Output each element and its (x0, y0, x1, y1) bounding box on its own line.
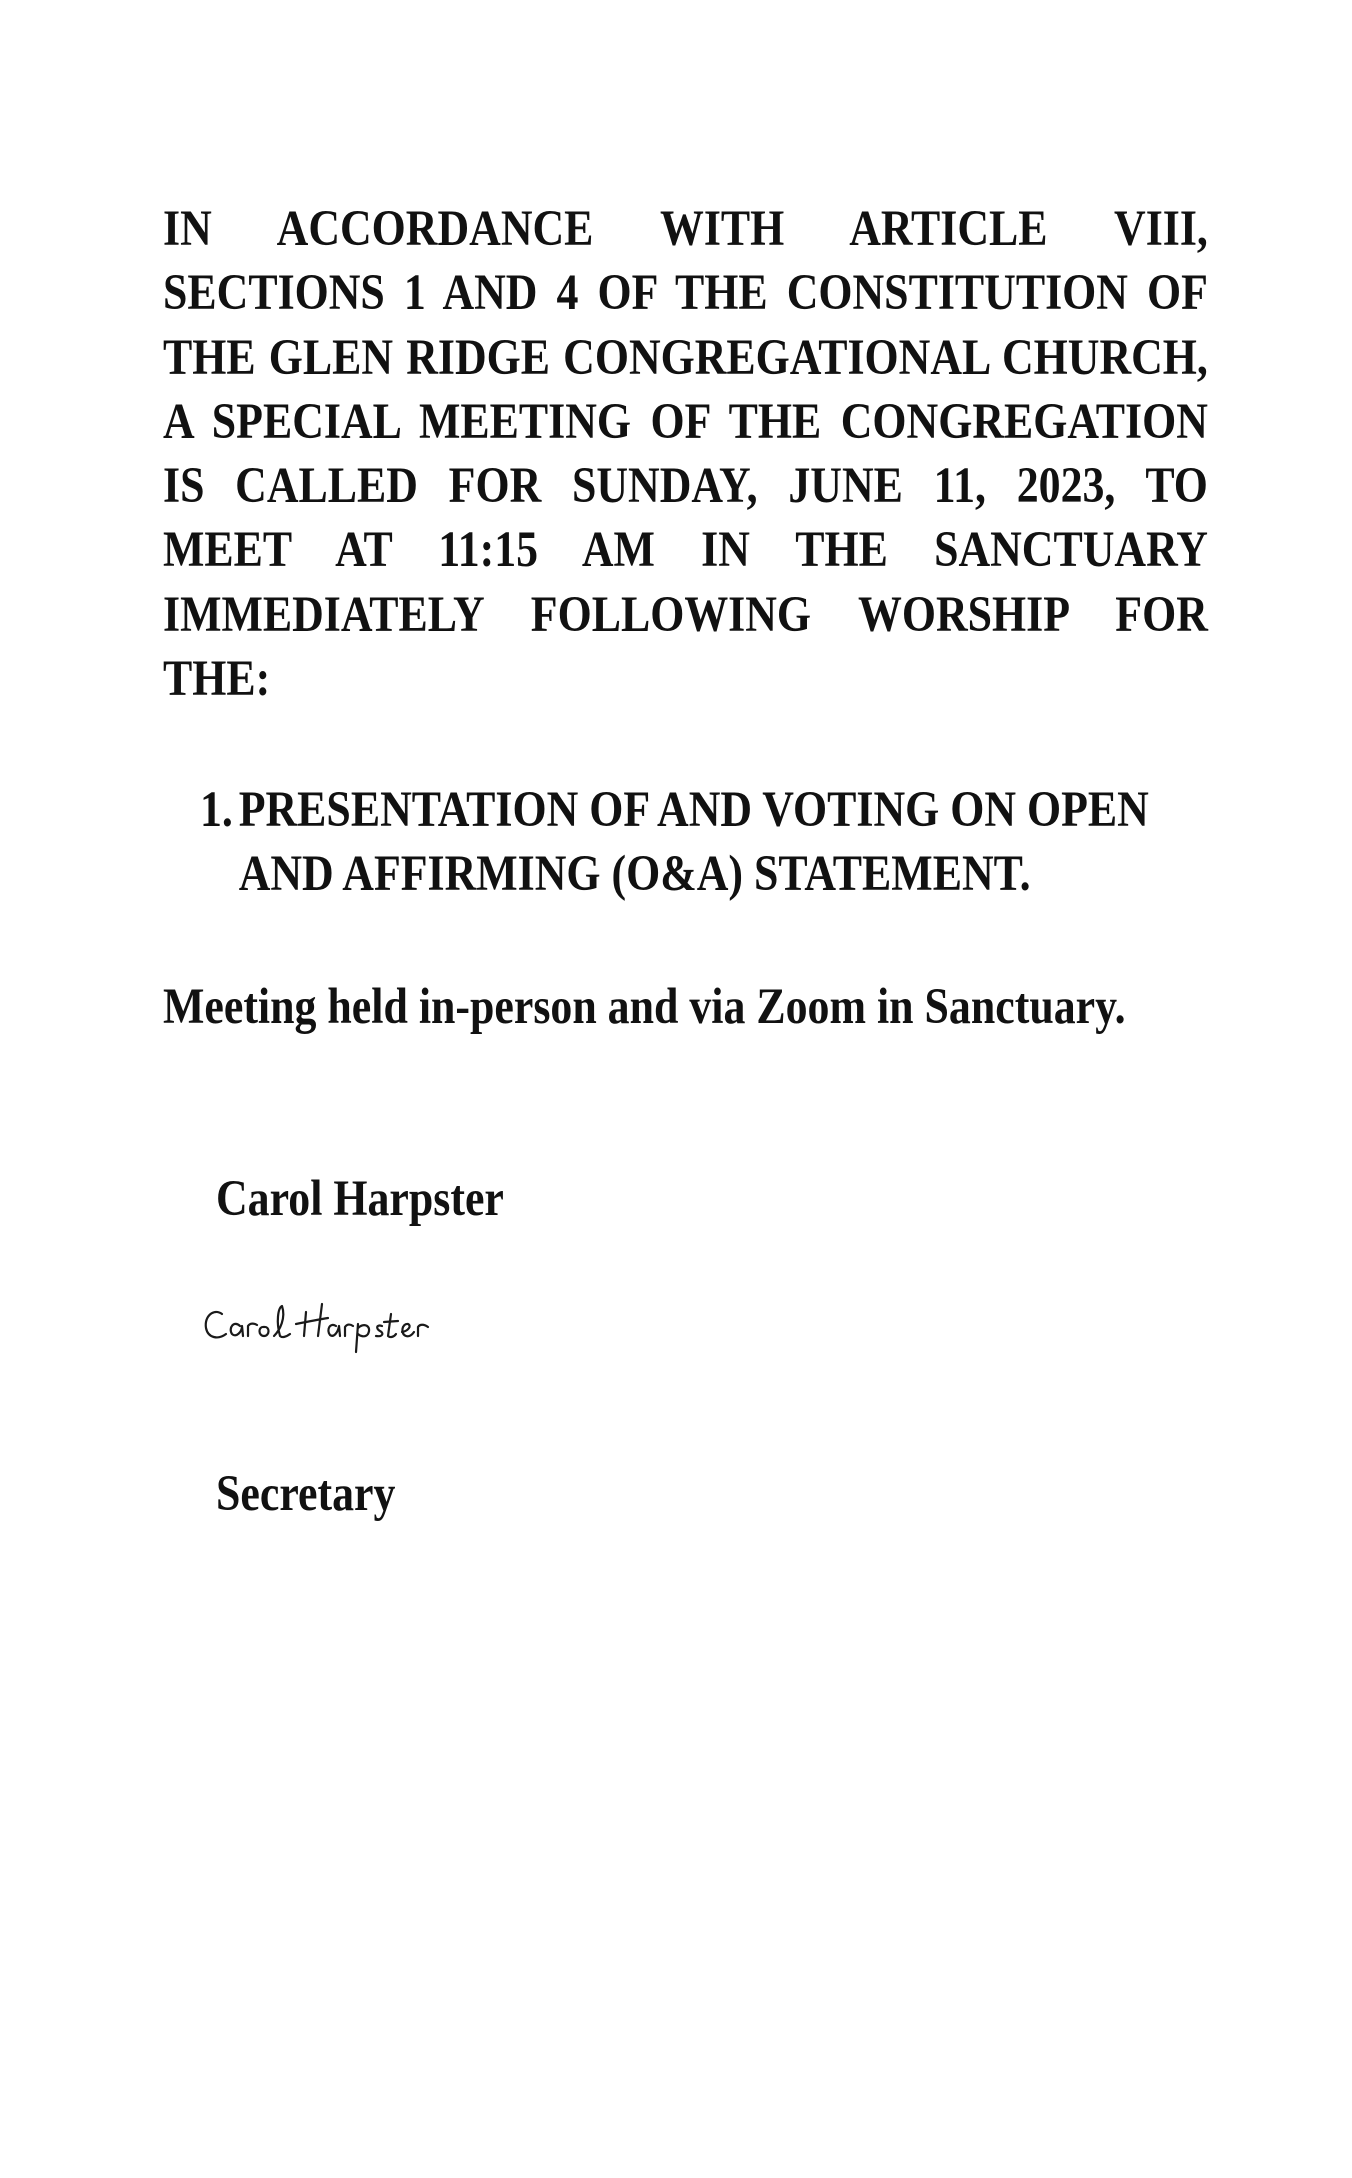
meeting-notice-paragraph: IN ACCORDANCE WITH ARTICLE VIII, SECTIONS 1 AND 4 OF THE CONSTITUTION OF THE GLEN RIDGE CONGREGATIONAL CHURCH, A SPECIAL MEETING OF THE CONGREGATION IS CALLED FOR SUNDAY, JUNE 11, 2023, TO MEET AT 11:15 AM IN THE SANCTUARY IMMEDIATELY FOLLOWING WORSHIP FOR THE: (163, 201, 1208, 708)
signer-title: Secretary (216, 1466, 396, 1522)
handwritten-signature (200, 1290, 470, 1360)
agenda-item (200, 778, 1232, 906)
agenda-list (200, 778, 1232, 906)
signer-name: Carol Harpster (216, 1171, 504, 1227)
meeting-format-note: Meeting held in-person and via Zoom in Sanctuary. (163, 979, 1126, 1035)
agenda-item-number: 1. (200, 782, 233, 838)
agenda-item-text: PRESENTATION OF AND VOTING ON OPEN AND AFFIRMING (O&A) STATEMENT. (238, 782, 1149, 902)
